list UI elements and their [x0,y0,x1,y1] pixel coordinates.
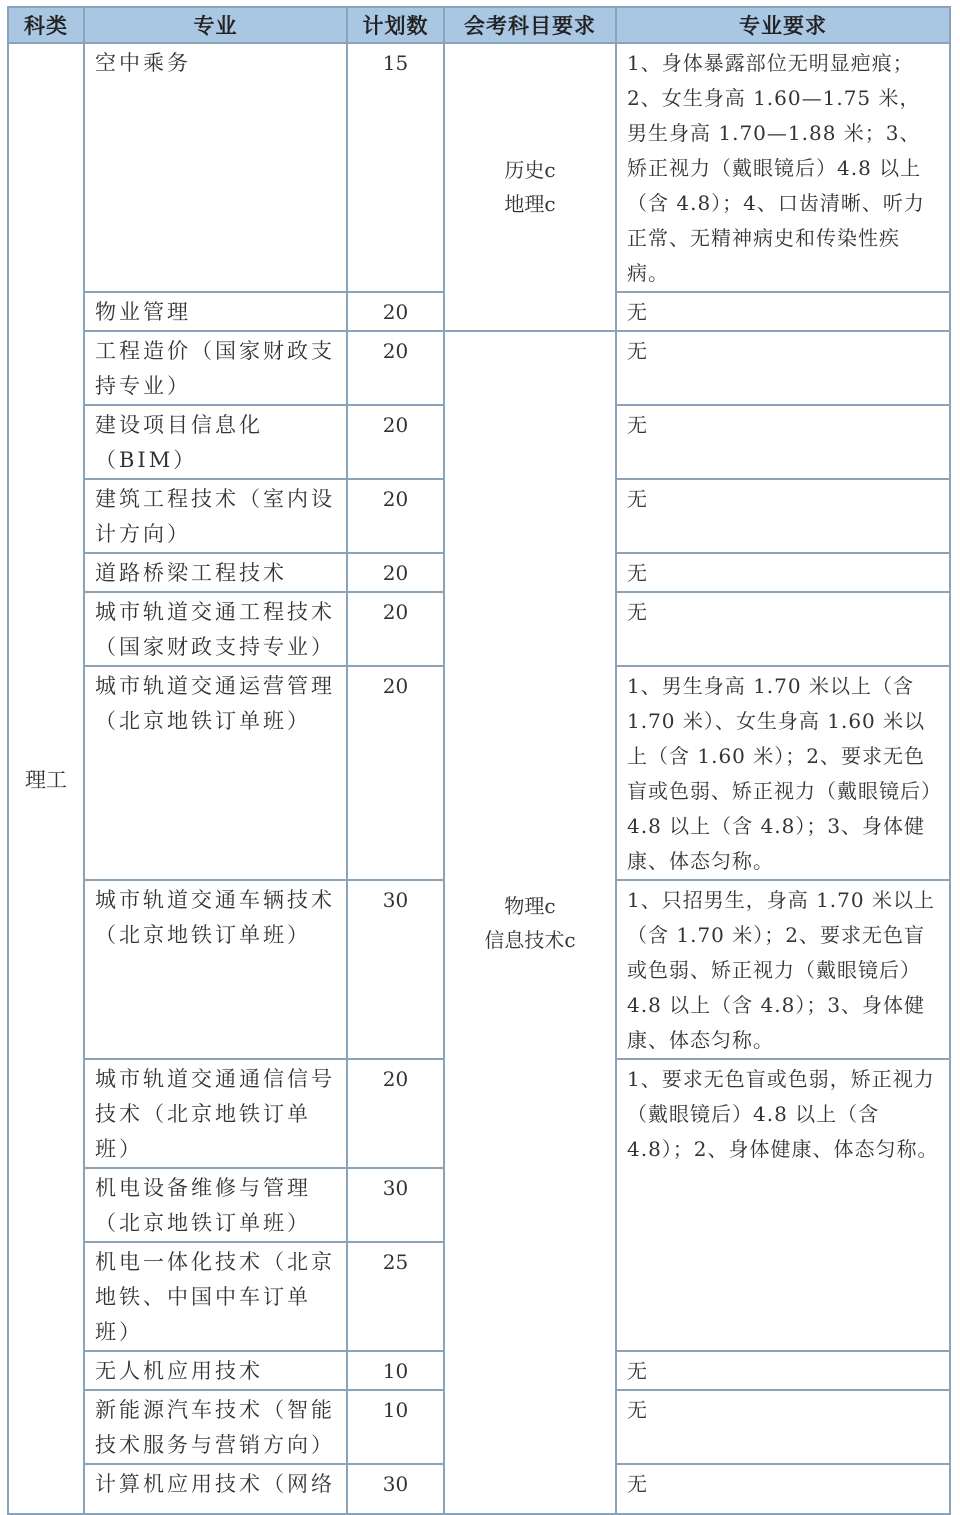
plan-cell: 20 [347,666,444,880]
plan-cell: 20 [347,592,444,666]
plan-cell: 30 [347,1168,444,1242]
subject-label: 物理c [504,893,556,918]
requirement-cell: 1、男生身高 1.70 米以上（含 1.70 米）、女生身高 1.60 米以上（含 1.60 米）；2、要求无色盲或色弱、矫正视力（戴眼镜后）4.8 以上（含 4.8）；3、身体健康、体态匀称。 [616,666,950,880]
subject-requirement-cell [444,43,616,331]
header-subject-requirement: 会考科目要求 [444,7,616,43]
header-plan: 计划数 [347,7,444,43]
plan-cell: 20 [347,479,444,553]
requirement-cell: 无 [616,405,950,479]
category-label: 理工 [25,767,67,792]
requirement-cell: 1、要求无色盲或色弱，矫正视力（戴眼镜后）4.8 以上（含 4.8）；2、身体健康、体态匀称。 [616,1059,950,1351]
requirement-cell: 无 [616,553,950,592]
header-major: 专业 [84,7,347,43]
major-cell: 机电一体化技术（北京地铁、中国中车订单班） [84,1242,347,1351]
major-cell: 建设项目信息化（BIM） [84,405,347,479]
plan-cell: 20 [347,331,444,405]
subject-label: 信息技术c [484,927,576,952]
requirement-cell: 无 [616,331,950,405]
major-cell: 机电设备维修与管理（北京地铁订单班） [84,1168,347,1242]
plan-cell: 30 [347,1464,444,1514]
table-row [8,43,950,292]
plan-cell: 20 [347,553,444,592]
plan-cell: 30 [347,880,444,1059]
plan-cell: 20 [347,1059,444,1168]
major-cell: 新能源汽车技术（智能技术服务与营销方向） [84,1390,347,1464]
plan-cell: 20 [347,405,444,479]
subject-label: 地理c [504,192,556,216]
requirement-cell: 无 [616,292,950,331]
requirement-cell: 无 [616,592,950,666]
subject-requirement-cell [444,331,616,1514]
major-cell: 城市轨道交通工程技术（国家财政支持专业） [84,592,347,666]
plan-cell: 10 [347,1390,444,1464]
subject-label: 历史c [504,158,556,182]
requirement-cell: 无 [616,1390,950,1464]
major-cell: 物业管理 [84,292,347,331]
major-cell: 城市轨道交通车辆技术（北京地铁订单班） [84,880,347,1059]
header-major-requirement: 专业要求 [616,7,950,43]
requirement-cell: 1、身体暴露部位无明显疤痕；2、女生身高 1.60—1.75 米，男生身高 1.70—1.88 米；3、矫正视力（戴眼镜后）4.8 以上（含 4.8）；4、口齿清晰、听力正常、无精神病史和传染性疾病。 [616,43,950,292]
plan-cell: 20 [347,292,444,331]
plan-cell: 25 [347,1242,444,1351]
table-row [8,331,950,405]
requirement-cell: 1、只招男生，身高 1.70 米以上（含 1.70 米）；2、要求无色盲或色弱、矫正视力（戴眼镜后）4.8 以上（含 4.8）；3、身体健康、体态匀称。 [616,880,950,1059]
major-cell: 计算机应用技术（网络 [84,1464,347,1514]
major-cell: 城市轨道交通通信信号技术（北京地铁订单班） [84,1059,347,1168]
requirement-cell: 无 [616,1464,950,1514]
header-category: 科类 [8,7,84,43]
category-cell [8,43,84,1514]
major-cell: 建筑工程技术（室内设计方向） [84,479,347,553]
plan-cell: 15 [347,43,444,292]
plan-cell: 10 [347,1351,444,1390]
major-cell: 空中乘务 [84,43,347,292]
requirement-cell: 无 [616,1351,950,1390]
major-cell: 城市轨道交通运营管理（北京地铁订单班） [84,666,347,880]
requirement-cell: 无 [616,479,950,553]
major-cell: 道路桥梁工程技术 [84,553,347,592]
major-cell: 无人机应用技术 [84,1351,347,1390]
major-cell: 工程造价（国家财政支持专业） [84,331,347,405]
header-row [8,7,950,43]
enrollment-table [7,6,951,1515]
